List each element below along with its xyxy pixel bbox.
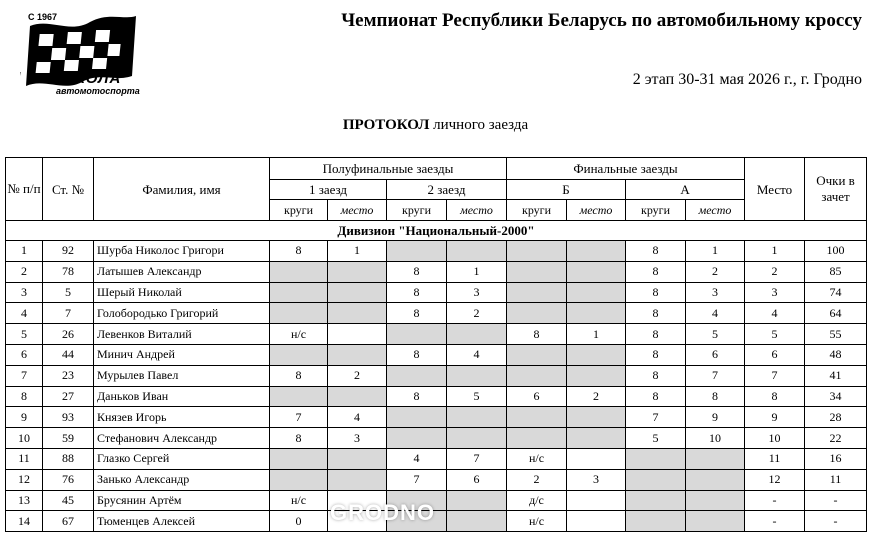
row-number: 14 bbox=[6, 511, 43, 532]
result-cell bbox=[567, 365, 626, 386]
pos-header: место bbox=[328, 200, 387, 221]
start-number: 27 bbox=[43, 386, 94, 407]
result-cell bbox=[567, 407, 626, 428]
pos-header: место bbox=[686, 200, 745, 221]
points-cell: - bbox=[805, 511, 867, 532]
place-cell: - bbox=[745, 511, 805, 532]
result-cell bbox=[567, 428, 626, 449]
result-cell: 2 bbox=[507, 469, 567, 490]
row-number: 12 bbox=[6, 469, 43, 490]
protocol-rest: личного заезда bbox=[429, 117, 529, 133]
result-cell: 8 bbox=[270, 428, 328, 449]
row-number: 4 bbox=[6, 303, 43, 324]
driver-name: Минич Андрей bbox=[94, 344, 270, 365]
result-cell bbox=[447, 428, 507, 449]
place-cell: 3 bbox=[745, 282, 805, 303]
result-cell: 8 bbox=[270, 241, 328, 262]
place-cell: 5 bbox=[745, 324, 805, 345]
driver-name: Шерый Николай bbox=[94, 282, 270, 303]
result-cell bbox=[567, 511, 626, 532]
result-cell bbox=[626, 469, 686, 490]
table-row bbox=[6, 407, 867, 428]
result-cell: 3 bbox=[567, 469, 626, 490]
table-row bbox=[6, 428, 867, 449]
col-place-header: Место bbox=[745, 158, 805, 221]
result-cell: н/с bbox=[507, 511, 567, 532]
result-cell bbox=[270, 386, 328, 407]
points-cell: 41 bbox=[805, 365, 867, 386]
place-cell: 1 bbox=[745, 241, 805, 262]
result-cell: 7 bbox=[626, 407, 686, 428]
row-number: 10 bbox=[6, 428, 43, 449]
result-cell bbox=[507, 261, 567, 282]
place-cell: 2 bbox=[745, 261, 805, 282]
table-row bbox=[6, 261, 867, 282]
result-cell: 6 bbox=[686, 344, 745, 365]
start-number: 88 bbox=[43, 448, 94, 469]
protocol-bold: ПРОТОКОЛ bbox=[342, 117, 430, 133]
result-cell: 8 bbox=[626, 241, 686, 262]
result-cell: 8 bbox=[626, 365, 686, 386]
table-row bbox=[6, 490, 867, 511]
result-cell bbox=[328, 344, 387, 365]
result-cell bbox=[447, 241, 507, 262]
result-cell bbox=[626, 448, 686, 469]
result-cell: 8 bbox=[387, 282, 447, 303]
result-cell: 0 bbox=[270, 511, 328, 532]
table-row bbox=[6, 324, 867, 345]
result-cell: 4 bbox=[328, 407, 387, 428]
place-cell: 7 bbox=[745, 365, 805, 386]
result-cell bbox=[270, 469, 328, 490]
result-cell: 8 bbox=[387, 344, 447, 365]
points-cell: 34 bbox=[805, 386, 867, 407]
result-cell bbox=[447, 324, 507, 345]
watermark: GRODNO bbox=[330, 500, 435, 525]
points-cell: 74 bbox=[805, 282, 867, 303]
driver-name: Шурба Николос Григори bbox=[94, 241, 270, 262]
points-cell: - bbox=[805, 490, 867, 511]
semifinals-header: Полуфинальные заезды bbox=[270, 158, 507, 180]
result-cell bbox=[626, 490, 686, 511]
result-cell: 7 bbox=[447, 448, 507, 469]
result-cell: 8 bbox=[626, 261, 686, 282]
result-cell bbox=[626, 511, 686, 532]
logo-since: С 1967 bbox=[28, 12, 58, 22]
result-cell: н/с bbox=[507, 448, 567, 469]
result-cell bbox=[686, 469, 745, 490]
result-cell bbox=[507, 303, 567, 324]
result-cell: д/с bbox=[507, 490, 567, 511]
table-row bbox=[6, 282, 867, 303]
points-cell: 64 bbox=[805, 303, 867, 324]
result-cell bbox=[567, 303, 626, 324]
stage-info: 2 этап 30-31 мая 2026 г., г. Гродно bbox=[632, 71, 862, 88]
result-cell bbox=[270, 344, 328, 365]
result-cell: 5 bbox=[686, 324, 745, 345]
start-number: 7 bbox=[43, 303, 94, 324]
result-cell: 4 bbox=[387, 448, 447, 469]
result-cell bbox=[328, 469, 387, 490]
driver-name: Брусянин Артём bbox=[94, 490, 270, 511]
result-cell bbox=[328, 303, 387, 324]
pos-header: место bbox=[447, 200, 507, 221]
result-cell bbox=[387, 241, 447, 262]
result-cell: 8 bbox=[507, 324, 567, 345]
row-number: 6 bbox=[6, 344, 43, 365]
result-cell: 5 bbox=[626, 428, 686, 449]
result-cell bbox=[507, 241, 567, 262]
result-cell: 2 bbox=[447, 303, 507, 324]
laps-header: круги bbox=[507, 200, 567, 221]
result-cell bbox=[328, 324, 387, 345]
result-cell bbox=[328, 282, 387, 303]
points-cell: 85 bbox=[805, 261, 867, 282]
result-cell bbox=[507, 428, 567, 449]
result-cell: 8 bbox=[626, 386, 686, 407]
result-cell bbox=[270, 282, 328, 303]
result-cell: 8 bbox=[387, 386, 447, 407]
driver-name: Даньков Иван bbox=[94, 386, 270, 407]
result-cell bbox=[387, 428, 447, 449]
result-cell bbox=[567, 448, 626, 469]
points-cell: 100 bbox=[805, 241, 867, 262]
table-row bbox=[6, 241, 867, 262]
result-cell bbox=[387, 365, 447, 386]
finals-header: Финальные заезды bbox=[507, 158, 745, 180]
result-cell: 8 bbox=[686, 386, 745, 407]
row-number: 5 bbox=[6, 324, 43, 345]
start-number: 44 bbox=[43, 344, 94, 365]
result-cell bbox=[270, 448, 328, 469]
place-cell: 4 bbox=[745, 303, 805, 324]
col-start-header: Ст. № bbox=[43, 158, 94, 221]
result-cell: 6 bbox=[447, 469, 507, 490]
driver-name: Князев Игорь bbox=[94, 407, 270, 428]
result-cell: 1 bbox=[567, 324, 626, 345]
result-cell bbox=[270, 261, 328, 282]
row-number: 2 bbox=[6, 261, 43, 282]
result-cell bbox=[328, 448, 387, 469]
result-cell: 2 bbox=[567, 386, 626, 407]
row-number: 1 bbox=[6, 241, 43, 262]
logo-school: ШКОЛА bbox=[60, 70, 122, 87]
points-cell: 11 bbox=[805, 469, 867, 490]
laps-header: круги bbox=[387, 200, 447, 221]
driver-name: Левенков Виталий bbox=[94, 324, 270, 345]
driver-name: Латышев Александр bbox=[94, 261, 270, 282]
result-cell: 8 bbox=[626, 344, 686, 365]
points-cell: 28 bbox=[805, 407, 867, 428]
result-cell: 1 bbox=[447, 261, 507, 282]
table-row bbox=[6, 344, 867, 365]
result-cell: 2 bbox=[328, 365, 387, 386]
start-number: 78 bbox=[43, 261, 94, 282]
result-cell bbox=[447, 490, 507, 511]
result-cell bbox=[686, 490, 745, 511]
table-row bbox=[6, 386, 867, 407]
driver-name: Голобородько Григорий bbox=[94, 303, 270, 324]
place-cell: 6 bbox=[745, 344, 805, 365]
start-number: 26 bbox=[43, 324, 94, 345]
result-cell: 4 bbox=[686, 303, 745, 324]
col-num-header: № п/п bbox=[6, 158, 43, 221]
result-cell: 9 bbox=[686, 407, 745, 428]
result-cell bbox=[567, 241, 626, 262]
result-cell: 8 bbox=[626, 324, 686, 345]
finalB-header: Б bbox=[507, 180, 626, 200]
place-cell: 10 bbox=[745, 428, 805, 449]
laps-header: круги bbox=[270, 200, 328, 221]
result-cell: 8 bbox=[387, 303, 447, 324]
start-number: 93 bbox=[43, 407, 94, 428]
result-cell bbox=[507, 407, 567, 428]
start-number: 76 bbox=[43, 469, 94, 490]
points-cell: 16 bbox=[805, 448, 867, 469]
table-row bbox=[6, 469, 867, 490]
result-cell bbox=[447, 511, 507, 532]
heat1-header: 1 заезд bbox=[270, 180, 387, 200]
table-row bbox=[6, 511, 867, 532]
result-cell: 7 bbox=[686, 365, 745, 386]
result-cell bbox=[270, 303, 328, 324]
result-cell bbox=[567, 282, 626, 303]
col-name-header: Фамилия, имя bbox=[94, 158, 270, 221]
finalA-header: А bbox=[626, 180, 745, 200]
driver-name: Тюменцев Алексей bbox=[94, 511, 270, 532]
table-row bbox=[6, 365, 867, 386]
logo bbox=[20, 12, 140, 98]
result-cell: 5 bbox=[447, 386, 507, 407]
result-cell bbox=[447, 365, 507, 386]
result-cell bbox=[387, 407, 447, 428]
result-cell: 8 bbox=[387, 261, 447, 282]
result-cell: н/с bbox=[270, 490, 328, 511]
points-cell: 48 bbox=[805, 344, 867, 365]
driver-name: Стефанович Александр bbox=[94, 428, 270, 449]
result-cell: 8 bbox=[270, 365, 328, 386]
result-cell: 7 bbox=[387, 469, 447, 490]
result-cell: 10 bbox=[686, 428, 745, 449]
result-cell bbox=[447, 407, 507, 428]
driver-name: Занько Александр bbox=[94, 469, 270, 490]
points-cell: 22 bbox=[805, 428, 867, 449]
result-cell bbox=[686, 511, 745, 532]
laps-header: круги bbox=[626, 200, 686, 221]
row-number: 11 bbox=[6, 448, 43, 469]
col-points-header: Очки в зачет bbox=[805, 158, 867, 221]
result-cell bbox=[387, 324, 447, 345]
place-cell: 12 bbox=[745, 469, 805, 490]
result-cell bbox=[567, 344, 626, 365]
table-row bbox=[6, 303, 867, 324]
start-number: 59 bbox=[43, 428, 94, 449]
pos-header: место bbox=[567, 200, 626, 221]
protocol-title bbox=[0, 117, 871, 134]
result-cell: 3 bbox=[447, 282, 507, 303]
result-cell bbox=[686, 448, 745, 469]
result-cell: 1 bbox=[328, 241, 387, 262]
result-cell: 2 bbox=[686, 261, 745, 282]
result-cell bbox=[567, 490, 626, 511]
row-number: 13 bbox=[6, 490, 43, 511]
result-cell: 7 bbox=[270, 407, 328, 428]
result-cell: 8 bbox=[626, 282, 686, 303]
result-cell bbox=[567, 261, 626, 282]
place-cell: 11 bbox=[745, 448, 805, 469]
start-number: 67 bbox=[43, 511, 94, 532]
table-row bbox=[6, 448, 867, 469]
result-cell: 3 bbox=[686, 282, 745, 303]
place-cell: - bbox=[745, 490, 805, 511]
start-number: 5 bbox=[43, 282, 94, 303]
start-number: 45 bbox=[43, 490, 94, 511]
result-cell bbox=[328, 261, 387, 282]
heat2-header: 2 заезд bbox=[387, 180, 507, 200]
points-cell: 55 bbox=[805, 324, 867, 345]
championship-title: Чемпионат Республики Беларусь по автомобильному кроссу bbox=[341, 10, 862, 31]
result-cell bbox=[507, 344, 567, 365]
row-number: 9 bbox=[6, 407, 43, 428]
results-table bbox=[5, 157, 867, 532]
result-cell bbox=[328, 386, 387, 407]
result-cell: 8 bbox=[626, 303, 686, 324]
row-number: 3 bbox=[6, 282, 43, 303]
division-header: Дивизион "Национальный-2000" bbox=[6, 221, 867, 241]
start-number: 23 bbox=[43, 365, 94, 386]
row-number: 8 bbox=[6, 386, 43, 407]
result-cell bbox=[507, 365, 567, 386]
driver-name: Глазко Сергей bbox=[94, 448, 270, 469]
result-cell: 1 bbox=[686, 241, 745, 262]
driver-name: Мурылев Павел bbox=[94, 365, 270, 386]
start-number: 92 bbox=[43, 241, 94, 262]
result-cell: н/с bbox=[270, 324, 328, 345]
place-cell: 9 bbox=[745, 407, 805, 428]
row-number: 7 bbox=[6, 365, 43, 386]
logo-subtitle: автомотоспорта bbox=[56, 86, 140, 96]
result-cell: 4 bbox=[447, 344, 507, 365]
place-cell: 8 bbox=[745, 386, 805, 407]
result-cell: 3 bbox=[328, 428, 387, 449]
result-cell: 6 bbox=[507, 386, 567, 407]
result-cell bbox=[507, 282, 567, 303]
